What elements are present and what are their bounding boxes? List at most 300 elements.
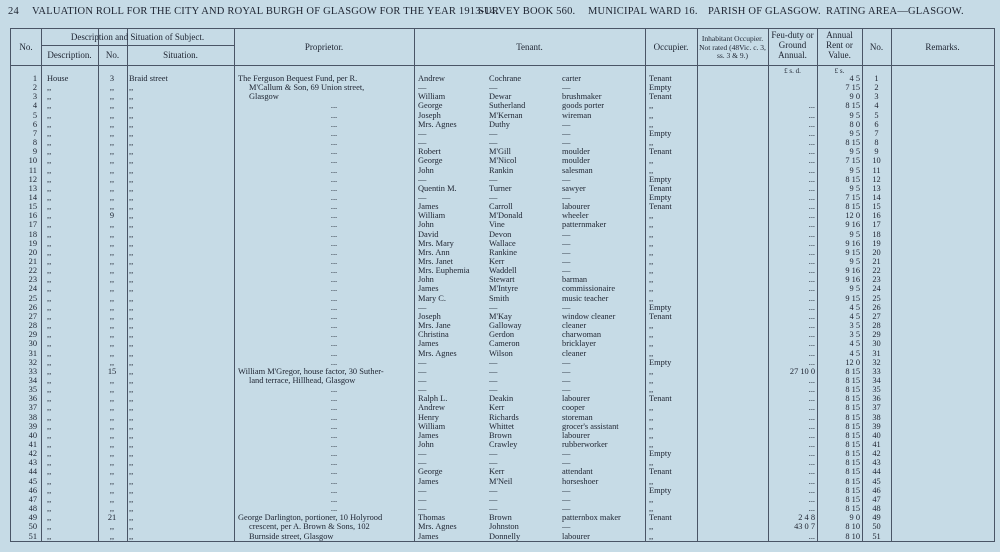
cell-prop: ... [330,267,338,276]
cell-occ: Tenant [649,184,672,193]
cell-no: 15 [28,203,37,212]
cell-prop: ... [330,386,338,395]
cell-inh [699,267,767,276]
cell-inh [699,505,767,514]
cell-feu: ... [808,450,815,459]
cell-t2: Deakin [489,395,514,404]
cell-t3: — [562,248,571,257]
cell-no3: 40 [872,431,881,440]
proprietor-line: The Ferguson Bequest Fund, per R. [238,75,358,83]
cell-sit: ,, [129,84,134,93]
cell-occ: ,, [649,422,654,431]
cell-inh [699,258,767,267]
cell-sit: ,, [129,322,134,331]
cell-rent: 4 5 [849,75,860,83]
cell-rent: 4 5 [849,340,860,349]
cell-feu: ... [808,340,815,349]
cell-no3: 21 [872,258,881,266]
cell-t2: Johnston [489,523,519,532]
cell-prop: ... [330,303,338,312]
cell-t3: brushmaker [562,93,602,102]
cell-inh [699,102,767,111]
cell-inh [699,295,767,304]
cell-inh [699,523,767,532]
cell-t1: James [418,340,439,349]
cell-t1: — [418,303,427,312]
cell-t1: David [418,230,439,239]
cell-desc: ,, [47,331,52,340]
cell-t1: Mrs. Ann [418,248,450,257]
cell-occ: ,, [649,285,654,294]
cell-t3: commissionaire [562,285,616,294]
cell-no: 47 [28,495,37,504]
cell-t1: William [418,422,446,431]
cell-no: 39 [28,422,37,431]
cell-desc: ,, [47,203,52,212]
cell-t2: Duthy [489,120,510,129]
cell-desc: ,, [47,349,52,358]
cell-rent: 9 5 [849,166,860,175]
cell-feu: 43 0 7 [794,523,815,532]
cell-sit: ,, [129,523,134,532]
cell-rent: 7 15 [845,157,860,166]
cell-t3: — [562,239,571,248]
cell-occ: ,, [649,505,654,514]
cell-desc: ,, [47,285,52,294]
cell-num: ,, [109,303,115,312]
cell-t3: rubberworker [562,441,608,449]
cell-desc: ,, [47,441,52,449]
cell-occ: ,, [649,477,654,486]
cell-occ: ,, [649,340,654,349]
cell-rent: 8 15 [845,441,860,449]
cell-rent: 9 0 [849,514,860,523]
cell-prop: ... [330,285,338,294]
cell-no3: 36 [872,395,881,404]
cell-t2: — [489,367,498,376]
cell-no3: 32 [872,358,881,367]
cell-rent: 9 15 [845,248,860,257]
cell-inh [699,249,767,258]
cell-t1: George [418,157,443,166]
cell-rent: 9 5 [849,285,860,294]
cell-sit: ,, [129,175,134,184]
cell-no: 48 [28,505,37,514]
cell-desc: ,, [47,477,52,486]
cell-desc: ,, [47,303,52,312]
cell-t2: Devon [489,230,512,239]
cell-no3: 18 [872,230,881,239]
cell-no: 51 [28,532,37,541]
cell-sit: ,, [129,422,134,431]
cell-inh [699,533,767,542]
cell-sit: ,, [129,139,134,148]
cell-feu: ... [808,495,815,504]
cell-inh [699,487,767,496]
cell-desc: ,, [47,376,52,385]
cell-inh [699,423,767,432]
cell-t2: — [489,450,498,459]
cell-prop: ... [330,175,338,184]
cell-desc: ,, [47,212,52,221]
cell-desc: ,, [47,93,52,102]
cell-t2: Rankine [489,248,517,257]
cell-occ: ,, [649,523,654,532]
cell-feu: ... [808,111,815,120]
cell-t2: — [489,193,498,202]
cell-no: 4 [32,102,37,111]
cell-desc: ,, [47,129,52,138]
cell-occ: ,, [649,441,654,449]
cell-feu: ... [808,230,815,239]
cell-num: ,, [109,358,115,367]
cell-rent: 7 15 [845,84,860,93]
cell-feu: ... [808,303,815,312]
cell-rent: 7 15 [845,193,860,202]
cell-num: ,, [109,459,115,468]
cell-inh [699,157,767,166]
cell-no3: 46 [872,486,881,495]
cell-no: 7 [32,129,37,138]
cell-prop: ... [330,102,338,111]
cell-num: ,, [109,93,115,102]
cell-prop: ... [330,312,338,321]
cell-sit: ,, [129,505,134,514]
cell-rent: 8 15 [845,495,860,504]
cell-occ: ,, [649,495,654,504]
cell-t3: labourer [562,203,590,212]
cell-sit: ,, [129,486,134,495]
cell-t2: M'Neil [489,477,513,486]
cell-t3: bricklayer [562,340,596,349]
cell-desc: ,, [47,459,52,468]
cell-no3: 48 [872,505,881,514]
cell-no: 38 [28,413,37,422]
cell-t1: — [418,486,427,495]
cell-occ: Empty [649,303,672,312]
cell-desc: ,, [47,358,52,367]
cell-no3: 27 [872,312,881,321]
cell-no3: 45 [872,477,881,486]
cell-prop: ... [330,294,338,303]
cell-sit: ,, [129,477,134,486]
cell-sit: ,, [129,193,134,202]
cell-num: ,, [109,413,115,422]
cell-t3: labourer [562,532,590,541]
cell-sit: ,, [129,367,134,376]
cell-t2: M'Nicol [489,157,517,166]
cell-no: 8 [32,139,37,148]
cell-t2: — [489,386,498,395]
cell-t3: — [562,120,571,129]
cell-num: ,, [109,221,115,230]
cell-t2: Kerr [489,258,505,266]
cell-t2: Turner [489,184,512,193]
cell-no3: 44 [872,468,881,477]
cell-inh [699,75,767,84]
cell-t3: window cleaner [562,312,616,321]
cell-t2: Cameron [489,340,520,349]
cell-no3: 41 [872,441,881,449]
cell-no: 3 [32,93,37,102]
cell-t1: — [418,495,427,504]
cell-feu [770,75,815,84]
cell-t3: labourer [562,431,590,440]
cell-prop: ... [330,404,338,413]
cell-sit: ,, [129,312,134,321]
proprietor-line: William M'Gregor, house factor, 30 Suther- [238,367,384,376]
cell-inh [699,212,767,221]
cell-no: 2 [32,84,37,93]
cell-t1: Robert [418,148,441,157]
cell-t1: William [418,212,446,221]
cell-desc: ,, [47,312,52,321]
cell-no: 25 [28,294,37,303]
cell-no: 46 [28,486,37,495]
cell-t2: — [489,358,498,367]
cell-num: ,, [109,312,115,321]
cell-no3: 34 [872,376,881,385]
cell-num: ,, [109,148,115,157]
cell-t1: George [418,468,443,477]
cell-feu: ... [808,175,815,184]
proprietor-line: Burnside street, Glasgow [249,532,334,541]
cell-t2: — [489,303,498,312]
cell-t3: barman [562,276,588,285]
cell-sit: ,, [129,376,134,385]
cell-feu: ... [808,532,815,541]
cell-num: ,, [109,248,115,257]
document-title: VALUATION ROLL FOR THE CITY AND ROYAL BURGH OF GLASGOW FOR THE YEAR 1913-14. [32,6,499,17]
cell-prop: ... [330,486,338,495]
cell-inh [699,231,767,240]
cell-t1: Mrs. Jane [418,322,451,331]
cell-occ: ,, [649,258,654,266]
cell-occ: ,, [649,230,654,239]
cell-no3: 5 [874,111,879,120]
cell-t3: — [562,486,571,495]
proprietor-line: crescent, per A. Brown & Sons, 102 [249,523,370,532]
cell-t2: M'Kernan [489,111,523,120]
cell-occ: ,, [649,102,654,111]
cell-no: 16 [28,212,37,221]
cell-no3: 20 [872,248,881,257]
cell-num: 15 [107,367,117,376]
cell-t1: Thomas [418,514,445,523]
cell-feu: ... [808,294,815,303]
cell-num: ,, [109,322,115,331]
cell-desc: ,, [47,468,52,477]
cell-no: 29 [28,331,37,340]
cell-t2: — [489,505,498,514]
cell-inh [699,121,767,130]
cell-t2: Galloway [489,322,522,331]
cell-t2: M'Kay [489,312,512,321]
cell-t1: Quentin M. [418,184,457,193]
cell-no: 26 [28,303,37,312]
cell-t2: Richards [489,413,519,422]
survey-book: SURVEY BOOK 560. [478,6,576,17]
cell-num: ,, [109,111,115,120]
cell-t3: goods porter [562,102,605,111]
cell-occ: ,, [649,386,654,395]
cell-feu: ... [808,267,815,276]
cell-t1: — [418,358,427,367]
cell-no: 21 [28,258,37,266]
cell-occ: Empty [649,486,672,495]
cell-inh [699,139,767,148]
cell-feu: ... [808,376,815,385]
cell-feu: ... [808,486,815,495]
cell-num: ,, [109,495,115,504]
cell-rent: 8 15 [845,477,860,486]
cell-occ: Tenant [649,75,672,83]
proprietor-line: Glasgow [249,93,279,102]
cell-no: 10 [28,157,37,166]
col-header-tenant: Tenant. [516,42,543,52]
cell-sit: ,, [129,340,134,349]
cell-no3: 12 [872,175,881,184]
cell-num: ,, [109,230,115,239]
cell-feu: ... [808,386,815,395]
cell-t2: — [489,129,498,138]
cell-rent: 9 16 [845,267,860,276]
cell-t1: — [418,450,427,459]
cell-num: ,, [109,129,115,138]
cell-sit: ,, [129,120,134,129]
cell-occ: ,, [649,322,654,331]
cell-t2: Vine [489,221,505,230]
cell-occ: ,, [649,459,654,468]
cell-prop: ... [330,358,338,367]
col-header-proprietor: Proprietor. [304,42,344,52]
cell-num: ,, [109,386,115,395]
col-header-number: No. [105,50,120,60]
cell-inh [699,185,767,194]
cell-num: ,, [109,294,115,303]
cell-feu: ... [808,477,815,486]
cell-no3: 22 [872,267,881,276]
cell-no3: 39 [872,422,881,431]
cell-num: ,, [109,267,115,276]
cell-inh [699,93,767,102]
page-header [8,3,993,21]
cell-t1: John [418,276,434,285]
cell-desc: ,, [47,248,52,257]
cell-rent: 9 5 [849,129,860,138]
cell-t2: Crawley [489,441,518,449]
cell-num: ,, [109,120,115,129]
cell-no: 37 [28,404,37,413]
cell-feu: ... [808,404,815,413]
cell-desc: ,, [47,395,52,404]
municipal-ward: MUNICIPAL WARD 16. [588,6,698,17]
cell-num: ,, [109,139,115,148]
cell-feu: ... [808,413,815,422]
cell-sit: ,, [129,93,134,102]
cell-feu: ... [808,285,815,294]
cell-prop: ... [330,258,338,266]
cell-no3: 51 [872,532,881,541]
cell-desc: ,, [47,431,52,440]
cell-t1: Andrew [418,75,445,83]
cell-t2: Carroll [489,203,513,212]
cell-occ: Empty [649,84,672,93]
cell-t1: John [418,166,434,175]
cell-inh [699,313,767,322]
cell-t1: — [418,84,427,93]
cell-rent: 8 15 [845,505,860,514]
cell-rent: 8 15 [845,486,860,495]
cell-t3: — [562,129,571,138]
cell-no3: 47 [872,495,881,504]
cell-occ: ,, [649,349,654,358]
rent-units: £ s. [834,67,845,75]
cell-t3: wireman [562,111,592,120]
cell-occ: ,, [649,367,654,376]
cell-num: ,, [109,102,115,111]
cell-sit: ,, [129,404,134,413]
cell-t3: storeman [562,413,593,422]
cell-num: ,, [109,276,115,285]
rating-area: RATING AREA—GLASGOW. [826,6,964,17]
cell-occ: Tenant [649,468,672,477]
cell-rent: 9 5 [849,111,860,120]
cell-sit: ,, [129,495,134,504]
cell-t2: Smith [489,294,510,303]
cell-num: 3 [109,75,115,83]
cell-t1: Christina [418,331,449,340]
cell-num: ,, [109,450,115,459]
cell-occ: ,, [649,431,654,440]
cell-num: ,, [109,422,115,431]
cell-feu: ... [808,422,815,431]
cell-desc: ,, [47,322,52,331]
cell-t1: James [418,203,439,212]
cell-rent: 9 16 [845,276,860,285]
cell-prop: ... [330,505,338,514]
cell-sit: ,, [129,303,134,312]
cell-sit: ,, [129,102,134,111]
cell-no3: 29 [872,331,881,340]
cell-sit: ,, [129,395,134,404]
cell-no: 41 [28,441,37,449]
cell-t1: John [418,221,434,230]
cell-prop: ... [330,322,338,331]
cell-prop: ... [330,431,338,440]
cell-t2: Sutherland [489,102,526,111]
cell-t3: charwoman [562,331,602,340]
cell-t3: — [562,523,571,532]
cell-desc: ,, [47,386,52,395]
cell-sit: ,, [129,514,134,523]
cell-t3: — [562,367,571,376]
cell-prop: ... [330,203,338,212]
cell-t3: patternbox maker [562,514,621,523]
cell-t3: cooper [562,404,585,413]
cell-sit: ,, [129,294,134,303]
cell-prop: ... [330,139,338,148]
cell-feu: ... [808,459,815,468]
parish: PARISH OF GLASGOW. [708,6,821,17]
cell-num: ,, [109,166,115,175]
cell-t3: labourer [562,395,590,404]
cell-no3: 19 [872,239,881,248]
cell-rent: 8 15 [845,395,860,404]
cell-t3: patternmaker [562,221,607,230]
cell-sit: ,, [129,230,134,239]
cell-no: 36 [28,395,37,404]
